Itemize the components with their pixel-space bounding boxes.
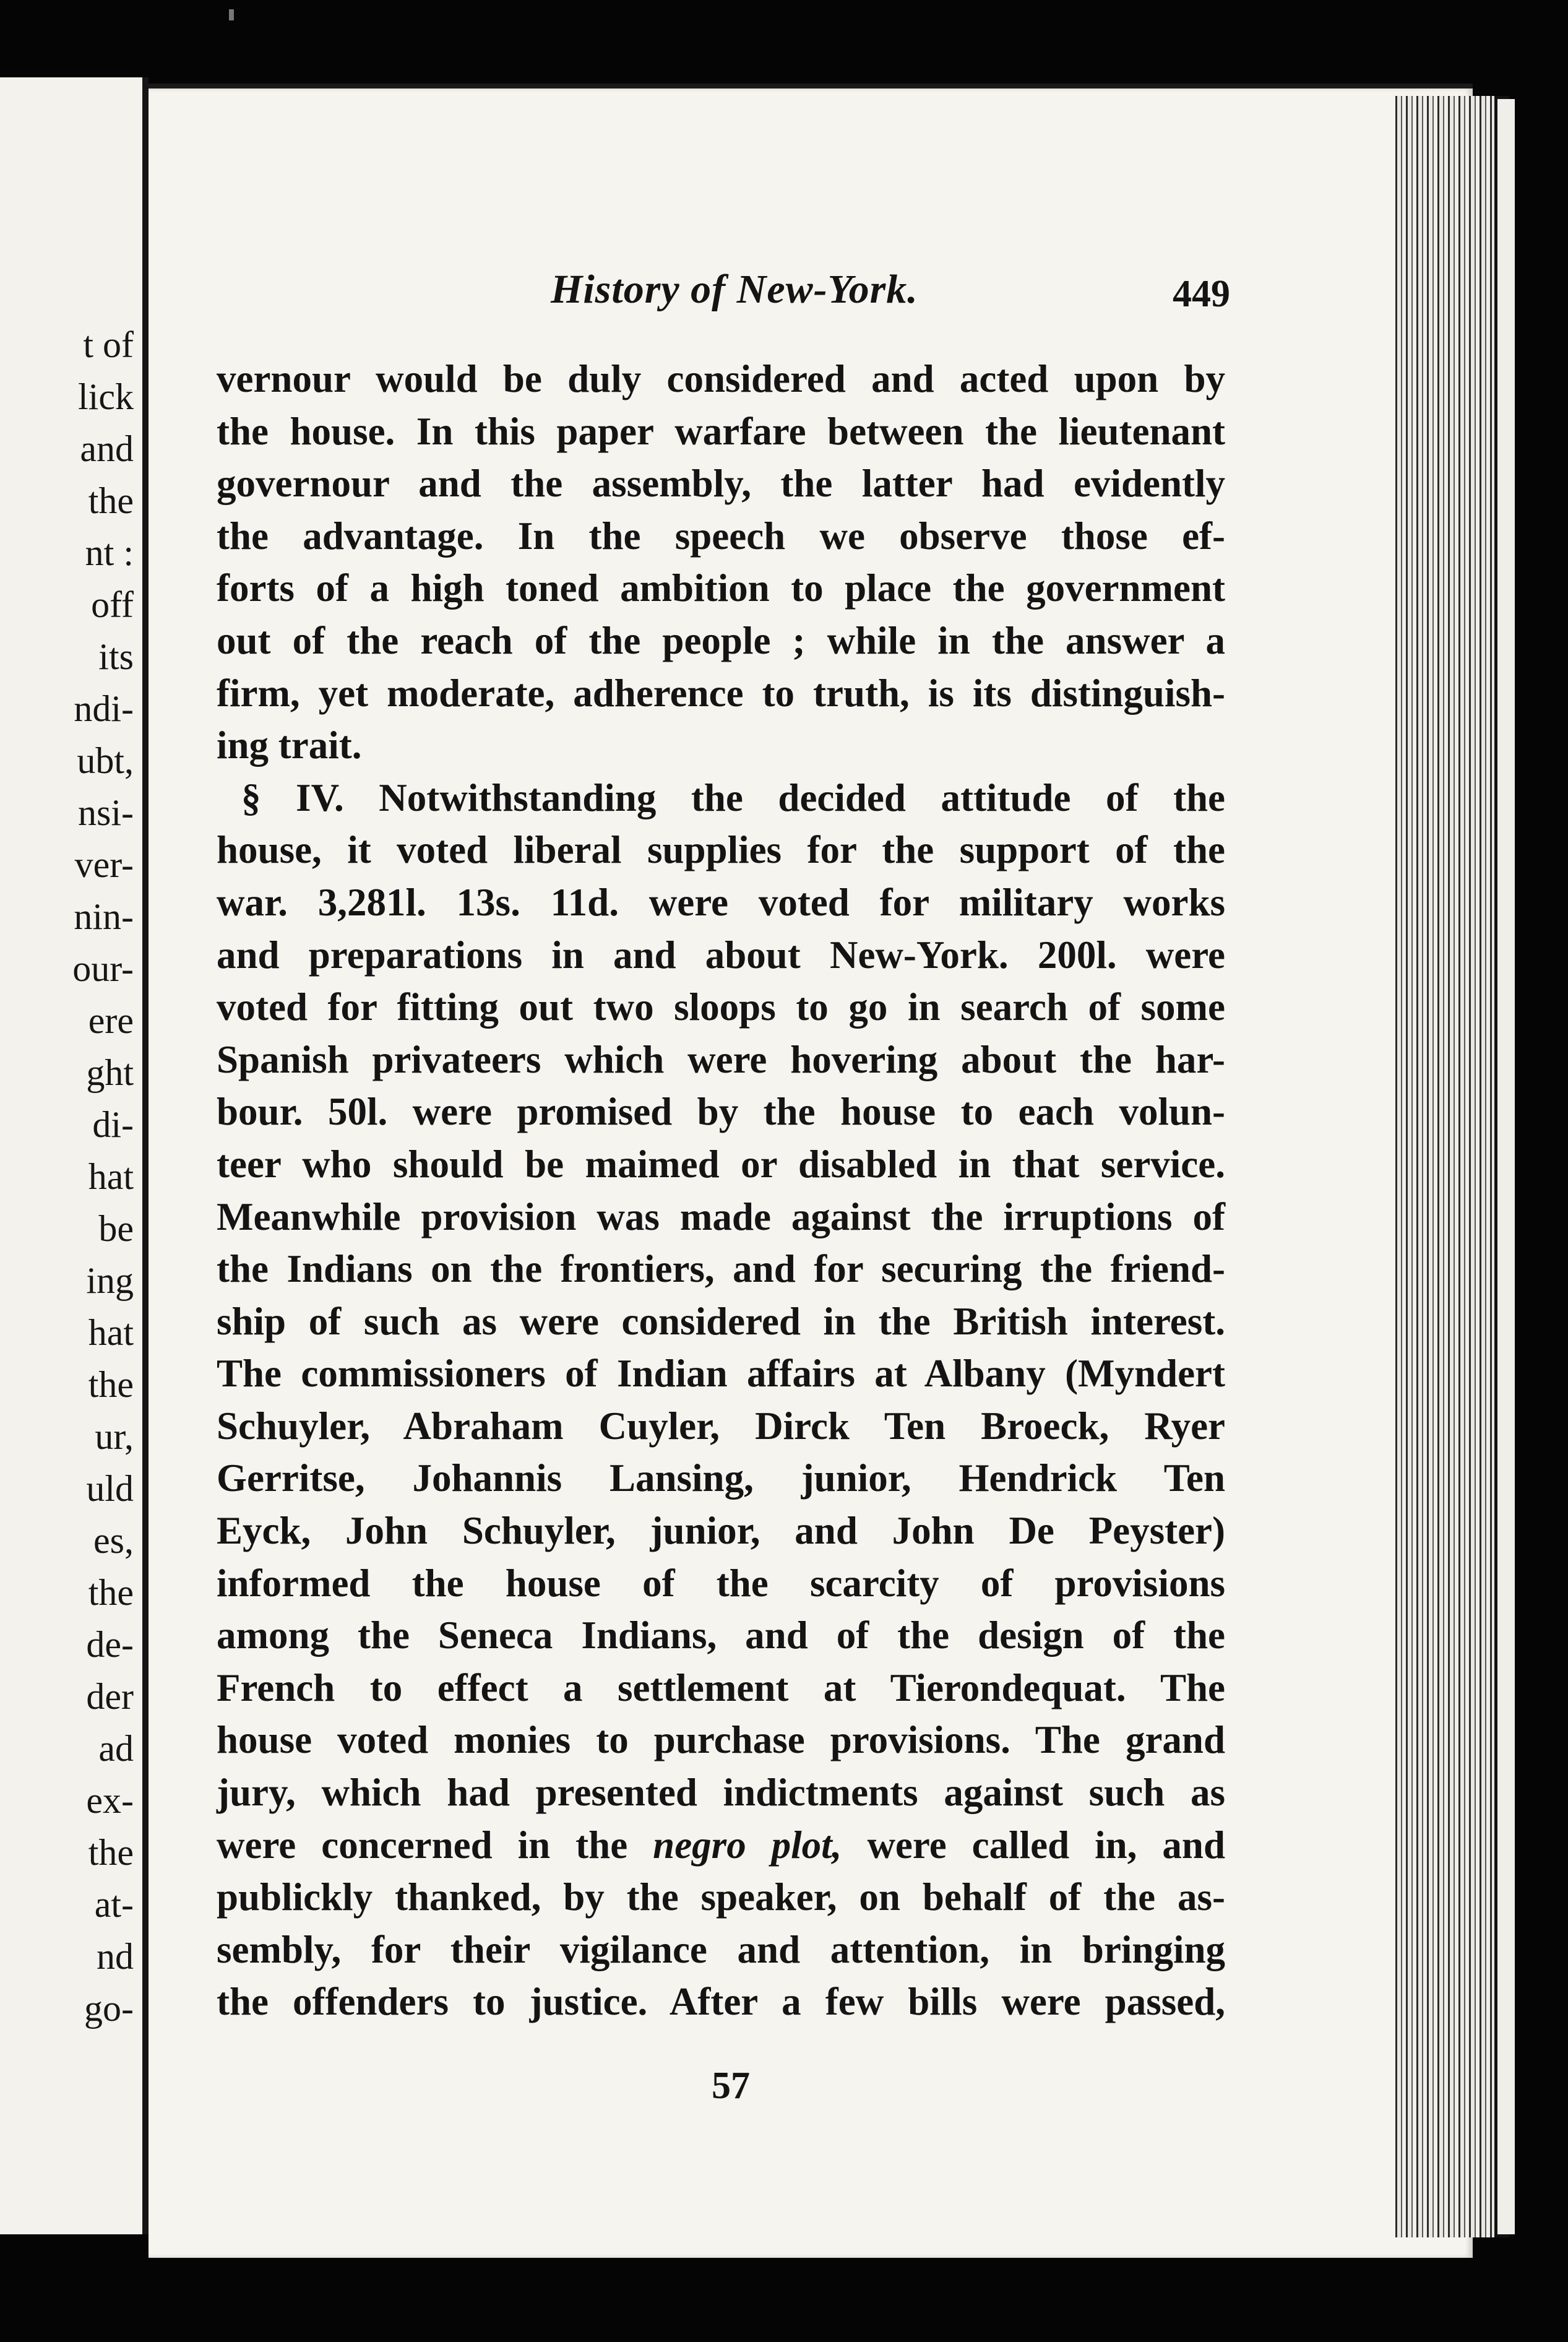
previous-page-text-fragment: ing (86, 1260, 134, 1301)
text-line: vernour would be duly considered and acted upon by (217, 357, 1225, 400)
previous-page-text-fragment: at- (94, 1884, 134, 1925)
section-heading-line: § IV. Notwithstanding the decided attitude of the (241, 776, 1225, 819)
previous-page-text-fragment: der (86, 1676, 134, 1717)
page-fore-edge (1395, 96, 1509, 2237)
text-line: out of the reach of the people ; while in the answer a (217, 618, 1225, 662)
text-line: governour and the assembly, the latter had evidently (217, 462, 1225, 506)
previous-page-text-fragment: nd (97, 1936, 134, 1977)
text-line: house voted monies to purchase provisions. The grand (217, 1718, 1225, 1762)
signature-mark: 57 (712, 2065, 750, 2107)
previous-page-text-fragment: ur, (95, 1416, 134, 1457)
text-line: ship of such as were considered in the British interest. (217, 1299, 1225, 1343)
text-line: ing trait. (217, 724, 362, 767)
text-line: jury, which had presented indictments against such as (217, 1771, 1225, 1815)
previous-page-text-fragment: the (88, 1832, 134, 1873)
text-line: bour. 50l. were promised by the house to each volun- (217, 1090, 1225, 1134)
scan-mark (229, 9, 234, 20)
text-line: French to effect a settlement at Tierondequat. The (217, 1666, 1225, 1709)
previous-page-text-fragment: es, (93, 1520, 134, 1561)
text-line: the advantage. In the speech we observe those ef- (217, 514, 1225, 558)
previous-page-text-fragment: our- (72, 948, 134, 989)
text-fragment: were called in, and (867, 1823, 1225, 1867)
body-text (217, 353, 1225, 2028)
text-line: war. 3,281l. 13s. 11d. were voted for military works (217, 880, 1225, 924)
text-line: informed the house of the scarcity of provisions (217, 1561, 1225, 1605)
text-line: firm, yet moderate, adherence to truth, is its distinguish- (217, 671, 1225, 715)
page-fore-edge-highlight (1497, 99, 1515, 2234)
text-line: Eyck, John Schuyler, junior, and John De Peyster) (217, 1509, 1225, 1553)
previous-page-text-fragment: the (88, 1364, 134, 1405)
text-line: Meanwhile provision was made against the irruptions of (217, 1195, 1225, 1238)
previous-page-edge (0, 77, 149, 2234)
text-fragment: were concerned in the (217, 1823, 628, 1867)
italic-phrase: negro plot, (653, 1823, 842, 1867)
previous-page-text-fragment: its (98, 636, 134, 677)
text-line: among the Seneca Indians, and of the design of the (217, 1614, 1225, 1657)
text-line: Schuyler, Abraham Cuyler, Dirck Ten Broeck, Ryer (217, 1404, 1225, 1448)
page-number: 449 (1173, 273, 1230, 315)
previous-page-text-fragment: ver- (74, 844, 134, 885)
previous-page-text-fragment: and (80, 428, 134, 469)
text-line: and preparations in and about New-York. 200l. were (217, 933, 1225, 977)
previous-page-text-fragment: the (88, 1572, 134, 1613)
text-line: Spanish privateers which were hovering about the har- (217, 1037, 1225, 1081)
text-line: forts of a high toned ambition to place the government (217, 566, 1225, 610)
text-line: house, it voted liberal supplies for the support of the (217, 828, 1225, 872)
previous-page-text-fragment: hat (88, 1312, 134, 1353)
previous-page-text-fragment: the (88, 480, 134, 521)
previous-page-text-fragment: ex- (86, 1780, 134, 1821)
previous-page-text-fragment: di- (92, 1104, 134, 1145)
text-line: the Indians on the frontiers, and for securing the friend- (217, 1247, 1225, 1291)
previous-page-text-fragment: go- (84, 1988, 134, 2029)
previous-page-text-fragment: hat (88, 1156, 134, 1197)
previous-page-text-fragment: ndi- (74, 688, 134, 729)
text-line: Gerritse, Johannis Lansing, junior, Hendrick Ten (217, 1456, 1225, 1500)
previous-page-text-fragment: nin- (74, 896, 134, 937)
previous-page-text-fragment: t of (83, 324, 134, 365)
previous-page-text-fragment: nt : (85, 532, 134, 573)
previous-page-text-fragment: be (98, 1208, 134, 1249)
text-line: voted for fitting out two sloops to go in search of some (217, 985, 1225, 1029)
previous-page-text-fragment: ere (88, 1000, 134, 1041)
text-line: publickly thanked, by the speaker, on behalf of the as- (217, 1875, 1225, 1919)
running-head: History of New-York. (551, 267, 918, 312)
previous-page-text-fragment: off (91, 584, 134, 625)
text-line: The commissioners of Indian affairs at Albany (Myndert (217, 1352, 1225, 1396)
previous-page-text-fragment: ubt, (77, 740, 134, 781)
previous-page-text-fragment: lick (78, 376, 134, 417)
text-line: the offenders to justice. After a few bills were passed, (217, 1980, 1225, 2024)
text-line: teer who should be maimed or disabled in that service. (217, 1142, 1225, 1186)
text-line-with-italic (217, 1819, 1225, 1872)
previous-page-text-fragment: uld (86, 1468, 134, 1509)
previous-page-text-fragment: de- (86, 1624, 134, 1665)
previous-page-text-fragment: nsi- (78, 792, 134, 833)
previous-page-text-fragment: ad (98, 1728, 134, 1769)
previous-page-text-fragment: ght (86, 1052, 134, 1093)
text-line: sembly, for their vigilance and attention, in bringing (217, 1927, 1225, 1971)
text-line: the house. In this paper warfare between the lieutenant (217, 409, 1225, 453)
